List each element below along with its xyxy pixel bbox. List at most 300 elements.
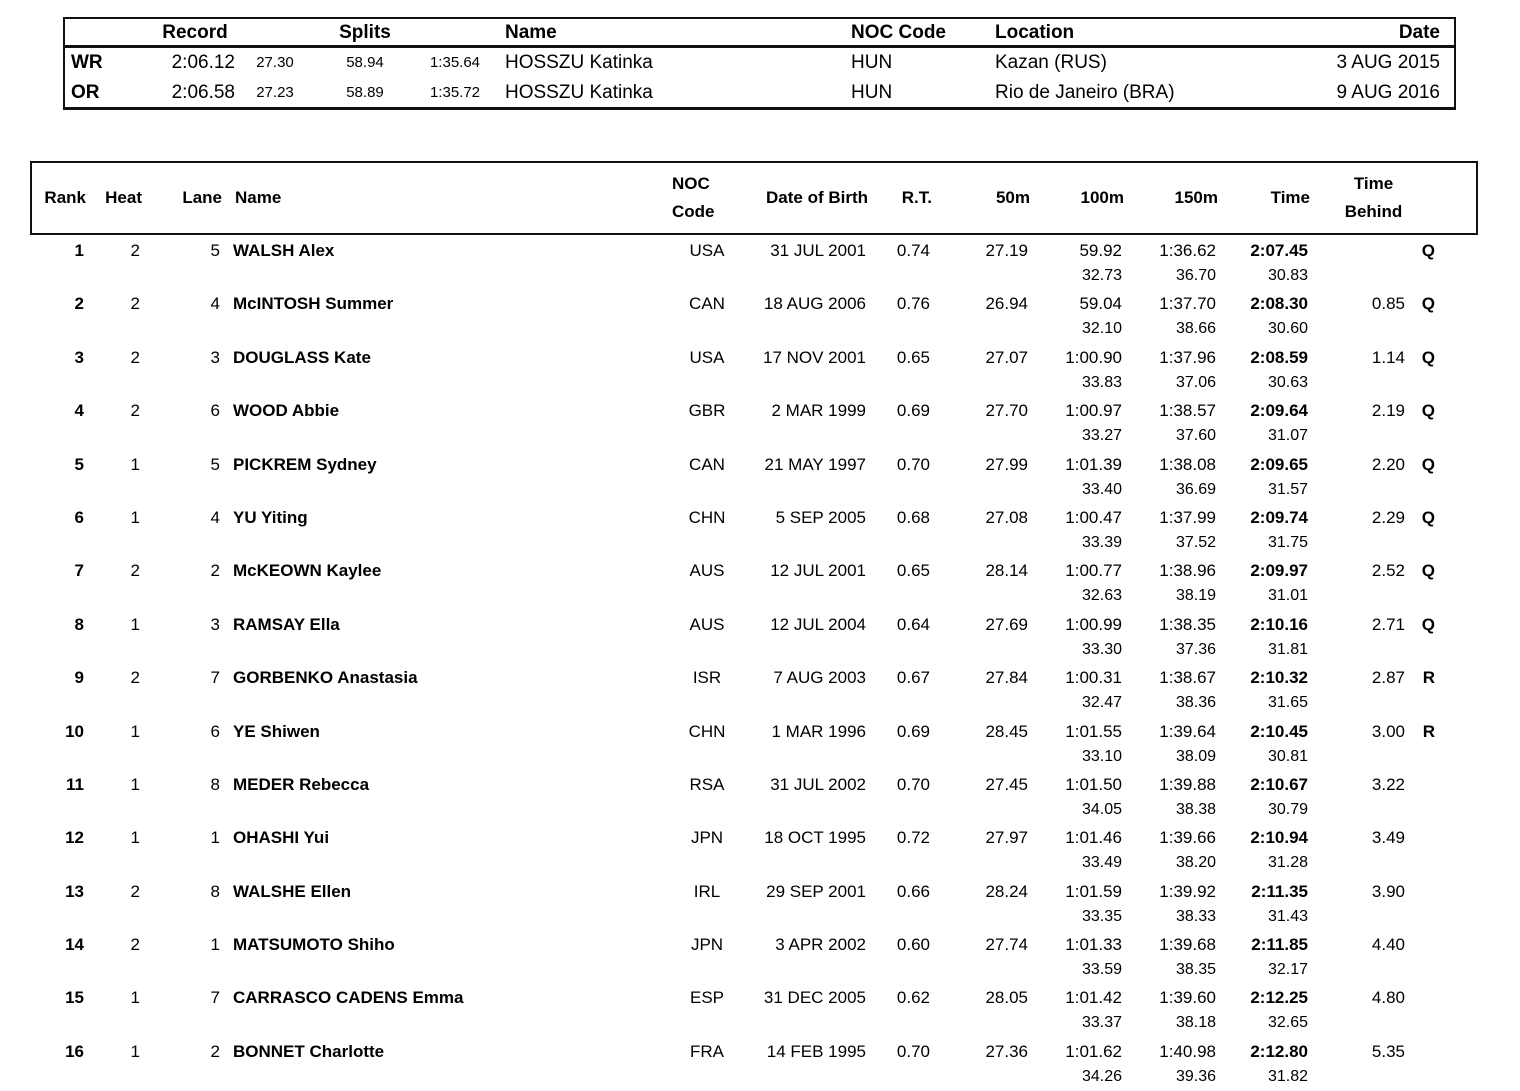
results-header-time: Time (1270, 188, 1310, 207)
split-100m-cell (1028, 502, 1122, 555)
lap-split-100m: 33.37 (1081, 1014, 1122, 1032)
record-split-50m: 27.23 (256, 83, 294, 101)
cumulative-150m: 1:39.92 (1159, 881, 1216, 901)
lap-split-150m: 38.35 (1175, 961, 1216, 979)
noc-cell: ESP (689, 988, 725, 1008)
swimmer-name-cell: OHASHI Yui (233, 828, 330, 848)
split-150m-cell (1122, 876, 1216, 929)
lap-split-150m: 38.09 (1175, 747, 1216, 765)
lap-split-100m: 33.39 (1081, 533, 1122, 551)
results-header-rank: Rank (44, 188, 86, 207)
lap-split-150m: 37.60 (1175, 427, 1216, 445)
split-150m-cell (1122, 1036, 1216, 1089)
rank-cell: 14 (65, 935, 84, 955)
heat-cell: 2 (130, 347, 140, 367)
result-row (30, 876, 1478, 929)
lap-split-150m: 36.69 (1175, 480, 1216, 498)
cumulative-150m: 1:39.64 (1159, 721, 1216, 741)
time-behind-value: 4.40 (1371, 935, 1405, 955)
lane-cell: 8 (210, 881, 220, 901)
lap-split-100m: 34.26 (1081, 1067, 1122, 1085)
split-50m-cell: 27.69 (985, 614, 1028, 634)
time-behind-value: 1.14 (1371, 347, 1405, 367)
cumulative-150m: 1:39.88 (1159, 774, 1216, 794)
swimmer-name-cell: MEDER Rebecca (233, 774, 370, 794)
rank-cell: 13 (65, 881, 84, 901)
cumulative-150m: 1:39.68 (1159, 935, 1216, 955)
lap-split-100m: 33.40 (1081, 480, 1122, 498)
qualification-flag: Q (1421, 347, 1435, 367)
split-150m-cell (1122, 609, 1216, 662)
reaction-time-cell: 0.70 (896, 1041, 930, 1061)
rank-cell: 15 (65, 988, 84, 1008)
results-header-name: Name (235, 188, 282, 207)
cumulative-150m: 1:39.66 (1159, 828, 1216, 848)
cumulative-150m: 1:38.57 (1159, 401, 1216, 421)
swimmer-name-cell: CARRASCO CADENS Emma (233, 988, 464, 1008)
cumulative-150m: 1:39.60 (1159, 988, 1216, 1008)
noc-cell: AUS (689, 561, 725, 581)
record-time: 2:06.58 (171, 81, 235, 103)
record-split-100m: 58.94 (346, 54, 384, 72)
reaction-time-cell: 0.74 (896, 241, 930, 260)
lap-split-final: 30.63 (1267, 373, 1308, 391)
heat-cell: 2 (130, 294, 140, 314)
result-row (30, 662, 1478, 715)
noc-cell: RSA (689, 774, 725, 794)
split-100m-cell (1028, 662, 1122, 715)
split-150m-cell (1122, 449, 1216, 502)
time-behind-value: 2.87 (1371, 668, 1405, 688)
time-behind-value: 5.35 (1371, 1041, 1405, 1061)
time-behind-value: 3.00 (1371, 721, 1405, 741)
lap-split-150m: 39.36 (1175, 1067, 1216, 1085)
reaction-time-cell: 0.64 (896, 614, 930, 634)
final-time: 2:07.45 (1250, 241, 1308, 260)
time-behind-cell (1308, 1036, 1478, 1089)
split-100m-cell (1028, 769, 1122, 822)
lane-cell: 7 (210, 988, 220, 1008)
time-behind-cell (1308, 395, 1478, 448)
split-150m-cell (1122, 982, 1216, 1035)
split-50m-cell: 27.74 (985, 935, 1028, 955)
record-time: 2:06.12 (171, 52, 235, 74)
split-100m-cell (1028, 555, 1122, 608)
lane-cell: 6 (210, 721, 220, 741)
heat-cell: 2 (130, 401, 140, 421)
lane-cell: 1 (210, 828, 220, 848)
split-50m-cell: 27.45 (985, 774, 1028, 794)
reaction-time-cell: 0.69 (896, 401, 930, 421)
date-of-birth-cell: 7 AUG 2003 (773, 668, 866, 688)
reaction-time-cell: 0.69 (896, 721, 930, 741)
results-header-100m: 100m (1080, 188, 1124, 207)
date-of-birth-cell: 5 SEP 2005 (775, 507, 866, 527)
noc-cell: USA (689, 347, 725, 367)
split-50m-cell: 28.05 (985, 988, 1028, 1008)
split-100m-cell (1028, 342, 1122, 395)
heat-cell: 1 (130, 1041, 140, 1061)
record-date: 3 AUG 2015 (1336, 52, 1440, 74)
swimmer-name-cell: YU Yiting (233, 507, 308, 527)
qualification-flag: Q (1421, 561, 1435, 581)
rank-cell: 7 (74, 561, 84, 581)
results-header-row (30, 161, 1478, 235)
lap-split-final: 31.01 (1267, 587, 1308, 605)
records-header-date: Date (1398, 21, 1440, 43)
lap-split-100m: 33.10 (1081, 747, 1122, 765)
heat-cell: 1 (130, 454, 140, 474)
cumulative-100m: 1:01.62 (1065, 1041, 1122, 1061)
time-behind-value: 3.90 (1371, 881, 1405, 901)
records-header-row (65, 19, 1454, 48)
heat-cell: 1 (130, 614, 140, 634)
final-time-cell (1216, 1036, 1308, 1089)
final-time: 2:09.64 (1250, 401, 1308, 421)
split-150m-cell (1122, 502, 1216, 555)
cumulative-150m: 1:38.35 (1159, 614, 1216, 634)
lap-split-100m: 33.35 (1081, 907, 1122, 925)
heat-cell: 2 (130, 881, 140, 901)
record-date: 9 AUG 2016 (1336, 81, 1440, 103)
rank-cell: 6 (74, 507, 84, 527)
lap-split-final: 31.81 (1267, 640, 1308, 658)
lap-split-100m: 33.59 (1081, 961, 1122, 979)
records-header-noc-code: NOC Code (851, 21, 946, 43)
swimmer-name-cell: MATSUMOTO Shiho (233, 935, 395, 955)
final-time: 2:12.80 (1250, 1041, 1308, 1061)
time-behind-cell (1308, 342, 1478, 395)
time-behind-cell (1308, 662, 1478, 715)
noc-cell: CAN (689, 294, 725, 314)
lap-split-150m: 37.36 (1175, 640, 1216, 658)
noc-cell: GBR (688, 401, 726, 421)
results-header-noc-code (642, 170, 742, 226)
lap-split-final: 31.75 (1267, 533, 1308, 551)
rank-cell: 10 (65, 721, 84, 741)
record-row (65, 78, 1454, 108)
swimmer-name-cell: WALSHE Ellen (233, 881, 352, 901)
result-row (30, 982, 1478, 1035)
final-time: 2:11.85 (1251, 935, 1308, 955)
results-table (30, 161, 1478, 1089)
split-50m-cell: 27.19 (985, 241, 1028, 260)
date-of-birth-cell: 18 OCT 1995 (764, 828, 866, 848)
split-100m-cell (1028, 716, 1122, 769)
lap-split-final: 31.57 (1267, 480, 1308, 498)
split-50m-cell: 28.45 (985, 721, 1028, 741)
final-time-cell (1216, 662, 1308, 715)
split-50m-cell: 27.84 (985, 668, 1028, 688)
cumulative-150m: 1:37.70 (1159, 294, 1216, 314)
noc-cell: USA (689, 241, 725, 260)
qualification-flag: Q (1421, 507, 1435, 527)
lane-cell: 3 (210, 347, 220, 367)
lap-split-100m: 32.63 (1081, 587, 1122, 605)
time-behind-value: 2.20 (1371, 454, 1405, 474)
split-50m-cell: 27.36 (985, 1041, 1028, 1061)
lane-cell: 2 (210, 561, 220, 581)
time-behind-cell (1308, 876, 1478, 929)
lap-split-150m: 38.19 (1175, 587, 1216, 605)
final-time-cell (1216, 929, 1308, 982)
result-row (30, 235, 1478, 288)
cumulative-100m: 1:01.46 (1065, 828, 1122, 848)
final-time-cell (1216, 982, 1308, 1035)
cumulative-150m: 1:40.98 (1159, 1041, 1216, 1061)
final-time: 2:09.74 (1250, 507, 1308, 527)
date-of-birth-cell: 21 MAY 1997 (764, 454, 866, 474)
final-time: 2:12.25 (1250, 988, 1308, 1008)
lap-split-150m: 38.18 (1175, 1014, 1216, 1032)
date-of-birth-cell: 17 NOV 2001 (762, 347, 866, 367)
heat-cell: 2 (130, 561, 140, 581)
split-50m-cell: 27.08 (985, 507, 1028, 527)
swimmer-name-cell: BONNET Charlotte (233, 1041, 385, 1061)
time-behind-cell (1308, 822, 1478, 875)
date-of-birth-cell: 31 JUL 2001 (770, 241, 866, 260)
lap-split-final: 30.83 (1267, 267, 1308, 284)
split-100m-cell (1028, 929, 1122, 982)
date-of-birth-cell: 12 JUL 2001 (770, 561, 866, 581)
time-behind-value: 2.29 (1371, 507, 1405, 527)
results-header-time-behind (1310, 170, 1480, 226)
heat-cell: 1 (130, 988, 140, 1008)
qualification-flag: Q (1421, 294, 1435, 314)
time-behind-value: 2.71 (1371, 614, 1405, 634)
cumulative-150m: 1:38.96 (1159, 561, 1216, 581)
final-time-cell (1216, 502, 1308, 555)
date-of-birth-cell: 14 FEB 1995 (766, 1041, 866, 1061)
time-behind-cell (1308, 982, 1478, 1035)
final-time: 2:10.45 (1250, 721, 1308, 741)
records-header-name: Name (505, 21, 557, 43)
result-row (30, 716, 1478, 769)
reaction-time-cell: 0.66 (896, 881, 930, 901)
noc-cell: IRL (693, 881, 721, 901)
time-behind-value: 2.52 (1371, 561, 1405, 581)
final-time-cell (1216, 822, 1308, 875)
split-50m-cell: 28.14 (985, 561, 1028, 581)
time-behind-cell (1308, 716, 1478, 769)
lane-cell: 5 (210, 454, 220, 474)
final-time-cell (1216, 555, 1308, 608)
record-location: Kazan (RUS) (995, 52, 1107, 74)
final-time-cell (1216, 876, 1308, 929)
record-split-150m: 1:35.72 (429, 83, 481, 101)
reaction-time-cell: 0.67 (896, 668, 930, 688)
final-time-cell (1216, 235, 1308, 288)
result-row (30, 769, 1478, 822)
lap-split-150m: 38.20 (1175, 854, 1216, 872)
lap-split-150m: 36.70 (1175, 267, 1216, 284)
split-150m-cell (1122, 769, 1216, 822)
swimmer-name-cell: McKEOWN Kaylee (233, 561, 382, 581)
split-100m-cell (1028, 288, 1122, 341)
swimmer-name-cell: McINTOSH Summer (233, 294, 394, 314)
reaction-time-cell: 0.60 (896, 935, 930, 955)
lane-cell: 4 (210, 294, 220, 314)
split-150m-cell (1122, 342, 1216, 395)
records-rows (65, 48, 1454, 107)
result-row (30, 822, 1478, 875)
result-row (30, 342, 1478, 395)
time-behind-cell (1308, 609, 1478, 662)
results-header-heat: Heat (105, 188, 142, 207)
result-row (30, 502, 1478, 555)
reaction-time-cell: 0.65 (896, 347, 930, 367)
rank-cell: 4 (74, 401, 84, 421)
record-type-label: WR (71, 52, 103, 74)
lap-split-150m: 37.52 (1175, 533, 1216, 551)
split-50m-cell: 27.70 (985, 401, 1028, 421)
lap-split-final: 32.17 (1267, 961, 1308, 979)
lap-split-final: 30.81 (1267, 747, 1308, 765)
noc-cell: ISR (692, 668, 722, 688)
time-behind-cell (1308, 769, 1478, 822)
swimmer-name-cell: DOUGLASS Kate (233, 347, 371, 367)
heat-cell: 2 (130, 935, 140, 955)
rank-cell: 3 (74, 347, 84, 367)
heat-cell: 2 (130, 241, 140, 260)
cumulative-100m: 1:00.90 (1065, 347, 1122, 367)
split-50m-cell: 27.97 (985, 828, 1028, 848)
result-row (30, 929, 1478, 982)
split-100m-cell (1028, 876, 1122, 929)
rank-cell: 11 (66, 774, 84, 794)
final-time-cell (1216, 449, 1308, 502)
lap-split-150m: 38.66 (1175, 320, 1216, 338)
cumulative-100m: 1:01.39 (1065, 454, 1122, 474)
cumulative-100m: 1:01.55 (1065, 721, 1122, 741)
rank-cell: 8 (74, 614, 84, 634)
heat-cell: 1 (130, 721, 140, 741)
rank-cell: 12 (65, 828, 84, 848)
split-100m-cell (1028, 1036, 1122, 1089)
lap-split-150m: 38.36 (1175, 694, 1216, 712)
date-of-birth-cell: 2 MAR 1999 (771, 401, 866, 421)
final-time: 2:10.32 (1250, 668, 1308, 688)
rank-cell: 16 (65, 1041, 84, 1061)
split-150m-cell (1122, 395, 1216, 448)
heat-cell: 1 (130, 774, 140, 794)
record-noc-code: HUN (851, 81, 893, 103)
lap-split-final: 31.43 (1267, 907, 1308, 925)
results-header-noc-line2: Code (672, 202, 715, 221)
lane-cell: 6 (210, 401, 220, 421)
noc-cell: CHN (688, 507, 726, 527)
record-split-50m: 27.30 (256, 54, 294, 72)
rank-cell: 5 (74, 454, 84, 474)
split-100m-cell (1028, 449, 1122, 502)
split-50m-cell: 26.94 (985, 294, 1028, 314)
heat-cell: 2 (130, 668, 140, 688)
record-location: Rio de Janeiro (BRA) (995, 81, 1175, 103)
lap-split-100m: 33.49 (1081, 854, 1122, 872)
split-150m-cell (1122, 822, 1216, 875)
swimmer-name-cell: GORBENKO Anastasia (233, 668, 418, 688)
noc-cell: FRA (690, 1041, 724, 1061)
records-header-record: Record (162, 21, 228, 43)
time-behind-value: 3.49 (1371, 828, 1405, 848)
swimmer-name-cell: RAMSAY Ella (233, 614, 340, 634)
final-time: 2:09.97 (1250, 561, 1308, 581)
final-time-cell (1216, 716, 1308, 769)
split-150m-cell (1122, 716, 1216, 769)
rank-cell: 1 (74, 241, 84, 260)
final-time-cell (1216, 288, 1308, 341)
record-holder-name: HOSSZU Katinka (505, 81, 653, 103)
split-150m-cell (1122, 555, 1216, 608)
final-time: 2:08.30 (1250, 294, 1308, 314)
result-row (30, 288, 1478, 341)
reaction-time-cell: 0.72 (896, 828, 930, 848)
record-split-100m: 58.89 (346, 83, 384, 101)
record-type-label: OR (71, 81, 100, 103)
lap-split-final: 31.65 (1267, 694, 1308, 712)
date-of-birth-cell: 29 SEP 2001 (766, 881, 866, 901)
final-time: 2:10.16 (1250, 614, 1308, 634)
noc-cell: JPN (690, 935, 724, 955)
result-row (30, 449, 1478, 502)
qualification-flag: Q (1421, 241, 1435, 260)
time-behind-cell (1308, 929, 1478, 982)
time-behind-cell (1308, 235, 1478, 288)
cumulative-100m: 1:01.59 (1065, 881, 1122, 901)
time-behind-value: 0.85 (1371, 294, 1405, 314)
date-of-birth-cell: 31 JUL 2002 (770, 774, 866, 794)
results-header-noc-line1: NOC (672, 174, 710, 193)
record-split-150m: 1:35.64 (429, 54, 481, 72)
final-time: 2:10.94 (1250, 828, 1308, 848)
lap-split-final: 30.60 (1267, 320, 1308, 338)
lane-cell: 4 (210, 507, 220, 527)
reaction-time-cell: 0.68 (896, 507, 930, 527)
lap-split-final: 32.65 (1267, 1014, 1308, 1032)
lap-split-100m: 33.30 (1081, 640, 1122, 658)
result-row (30, 1036, 1478, 1089)
final-time: 2:09.65 (1250, 454, 1308, 474)
split-100m-cell (1028, 395, 1122, 448)
cumulative-150m: 1:37.96 (1159, 347, 1216, 367)
qualification-flag: Q (1421, 614, 1435, 634)
result-row (30, 609, 1478, 662)
results-header-time-behind-line2: Behind (1344, 202, 1403, 221)
results-header-reaction-time: R.T. (901, 188, 932, 207)
lap-split-100m: 32.73 (1081, 267, 1122, 284)
date-of-birth-cell: 31 DEC 2005 (763, 988, 866, 1008)
record-holder-name: HOSSZU Katinka (505, 52, 653, 74)
split-100m-cell (1028, 822, 1122, 875)
split-50m-cell: 27.07 (985, 347, 1028, 367)
split-150m-cell (1122, 288, 1216, 341)
lane-cell: 7 (210, 668, 220, 688)
record-noc-code: HUN (851, 52, 893, 74)
cumulative-150m: 1:38.67 (1159, 668, 1216, 688)
records-header-splits: Splits (339, 21, 391, 43)
records-table (63, 17, 1456, 110)
cumulative-100m: 1:01.33 (1065, 935, 1122, 955)
split-100m-cell (1028, 235, 1122, 288)
cumulative-100m: 1:00.31 (1065, 668, 1122, 688)
lap-split-final: 31.28 (1267, 854, 1308, 872)
reaction-time-cell: 0.62 (896, 988, 930, 1008)
final-time-cell (1216, 395, 1308, 448)
results-header-dob: Date of Birth (766, 188, 868, 207)
results-header-150m: 150m (1174, 188, 1218, 207)
time-behind-cell (1308, 502, 1478, 555)
time-behind-value: 4.80 (1371, 988, 1405, 1008)
